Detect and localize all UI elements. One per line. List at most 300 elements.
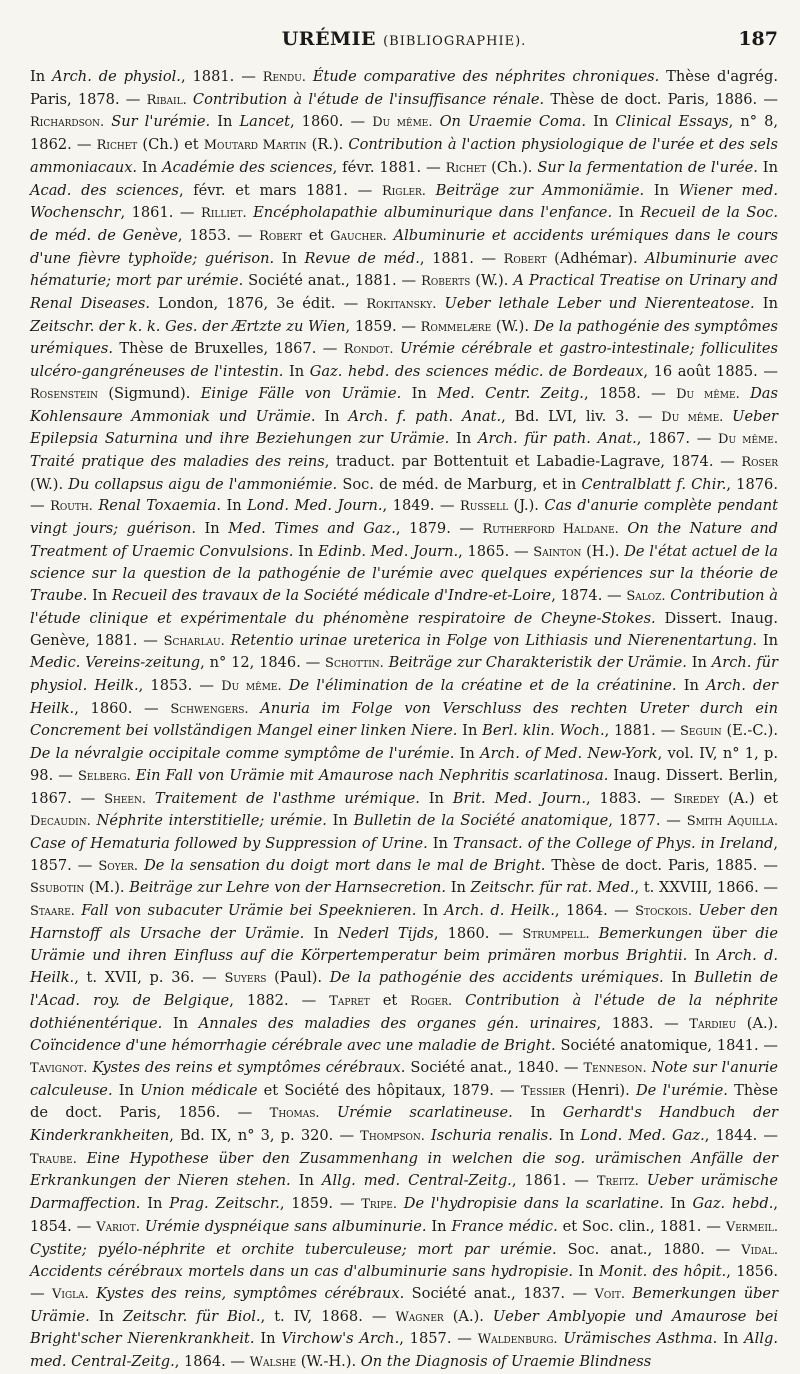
text-segment xyxy=(433,113,440,130)
title-segment: Prag. Zeitschr. xyxy=(169,1195,280,1213)
author-name: Richet xyxy=(96,138,138,154)
text-segment: , t. IV, 1868. — xyxy=(260,1307,396,1325)
author-name: Selberg. xyxy=(77,768,131,784)
title-segment: Annales des maladies des organes gén. urinaires xyxy=(198,1014,597,1032)
title-segment: Urémie cérébrale et gastro-intestinale; folliculites ulcéro-gangréneuses de l'intestin. xyxy=(30,340,778,381)
text-segment: , 1883. — xyxy=(586,789,674,807)
text-segment: et Soc. clin., 1881. — xyxy=(557,1217,726,1235)
author-name: Tenneson. xyxy=(583,1060,647,1076)
text-segment: In xyxy=(676,676,707,694)
text-segment: In xyxy=(326,812,354,830)
title-segment: De l'hydropisie dans la scarlatine. xyxy=(403,1195,664,1213)
title-segment: Ueber lethale Leber und Nierenteatose. xyxy=(444,295,755,313)
text-segment: , 1881. — xyxy=(419,249,504,267)
author-name: Rigler. xyxy=(381,183,426,199)
author-name: Ssubotin xyxy=(30,881,85,897)
text-segment: Société anat., 1840. — xyxy=(405,1058,584,1076)
text-segment: In xyxy=(290,1172,322,1190)
text-segment: , 1860. — xyxy=(74,699,171,717)
title-segment: Renal Toxaemia. xyxy=(98,497,221,515)
title-segment: Académie des sciences xyxy=(162,158,333,176)
author-name: Rosenstein xyxy=(30,386,98,402)
author-name: Du même. xyxy=(718,432,778,448)
text-segment: (Henri). xyxy=(565,1081,636,1099)
title-segment: Case of Hematuria followed by Suppression of Urine. xyxy=(30,834,428,852)
title-segment: Transact. of the College of Phys. in Ireland xyxy=(453,834,774,852)
text-segment: (A.). xyxy=(736,1014,778,1032)
author-name: Roser xyxy=(741,454,778,470)
title-segment: Zeitschr. der k. k. Ges. der Ærtzte zu Wien xyxy=(30,317,346,335)
text-segment: , 1860. — xyxy=(289,113,373,131)
text-segment: , 1882. — xyxy=(229,991,330,1009)
author-name: Tardieu xyxy=(689,1016,737,1032)
text-segment xyxy=(740,385,750,402)
text-segment: , n° 8, 1862. — xyxy=(30,113,779,154)
author-name: Rommelære xyxy=(420,319,492,335)
title-segment: Lond. Med. Gaz. xyxy=(580,1127,705,1145)
author-name: Suyers xyxy=(224,971,267,987)
title-segment: Nederl Tijds xyxy=(337,924,434,942)
title-segment: Arch. of Med. New-York xyxy=(480,745,658,763)
text-segment xyxy=(249,700,261,717)
title-segment: Du collapsus aigu de l'ammoniémie. xyxy=(68,475,338,493)
text-segment: In xyxy=(686,654,712,672)
text-segment: (Sigmund). xyxy=(97,384,201,402)
text-segment: In xyxy=(419,789,453,807)
title-segment: Bulletin de la Société anatomique xyxy=(353,812,609,830)
title-segment: Gaz. hebd. xyxy=(692,1195,774,1213)
text-segment: In xyxy=(220,497,248,515)
text-segment: In xyxy=(283,363,310,381)
title-segment: Kystes des reins, symptômes cérébraux. xyxy=(96,1284,405,1302)
author-name: Smith Aquilla. xyxy=(686,814,778,830)
text-segment: , 1857. — xyxy=(399,1330,478,1348)
title-segment: Albuminurie et accidents urémiques dans le cours d'une fièvre typhoïde; guérison. xyxy=(30,226,778,267)
title-segment: Ueber den Harnstoff als Ursache der Urämie. xyxy=(30,902,779,942)
title-segment: Clinical Essays xyxy=(615,113,729,131)
title-segment: Arch. für physiol. Heilk. xyxy=(30,654,778,694)
text-segment: , t. XXVIII, 1866. — xyxy=(634,879,778,897)
title-segment: Edinb. Med. Journ. xyxy=(318,542,459,560)
text-segment: In xyxy=(426,1217,452,1235)
title-segment: Arch. d. Heilk. xyxy=(30,947,778,987)
title-segment: Ueber Amblyopie und Amaurose bei Bright'scher Nierenkrankheit. xyxy=(30,1307,778,1348)
title-segment: Wiener med. Wochenschr xyxy=(30,181,778,222)
title-segment: Gerhardt's Handbuch der Kinderkrankheiten xyxy=(30,1104,778,1145)
running-header xyxy=(30,28,778,58)
text-segment: In xyxy=(112,1081,141,1099)
text-segment: (Paul). xyxy=(266,969,330,987)
title-segment: Urämisches Asthma. xyxy=(563,1330,718,1348)
title-segment: Ischuria renalis. xyxy=(431,1127,553,1145)
text-segment: , 1881. — xyxy=(180,68,263,85)
text-segment: , 1861. — xyxy=(511,1172,597,1190)
author-name: Du même. xyxy=(372,115,433,131)
text-segment: , févr. 1881. — xyxy=(332,158,446,176)
title-segment: Urémie dyspnéique sans albuminurie. xyxy=(144,1217,427,1235)
text-segment: In xyxy=(457,722,483,740)
title-segment: Encépholapathie albuminurique dans l'enfance. xyxy=(253,204,613,222)
author-name: Scharlau. xyxy=(163,633,225,649)
title-segment: Retentio urinae ureterica in Folge von Lithiasis und Nierenentartung. xyxy=(230,631,758,649)
author-name: Tavignot. xyxy=(30,1060,88,1076)
text-segment: et xyxy=(302,226,331,244)
text-segment: In xyxy=(427,834,453,852)
text-segment: , 1859. — xyxy=(279,1195,362,1213)
text-segment: In xyxy=(196,520,229,538)
title-segment: Bemerkungen über Urämie. xyxy=(30,1284,779,1325)
title-segment: Bulletin de l'Acad. roy. de Belgique xyxy=(30,969,778,1009)
text-segment: (Ch.). xyxy=(486,158,538,176)
title-segment: Ueber Epilepsia Saturnina und ihre Beziehungen zur Urämie. xyxy=(30,407,779,448)
title-segment: Étude comparative des néphrites chroniques. xyxy=(312,68,660,85)
text-segment: In xyxy=(401,384,438,402)
text-segment: , 1874. — xyxy=(551,587,627,605)
title-segment: Urémie scarlatineuse. xyxy=(336,1104,513,1122)
text-segment xyxy=(590,925,599,942)
author-name: Rutherford Haldane. xyxy=(482,522,619,538)
text-segment: , 1879. — xyxy=(395,520,483,538)
author-name: Saloz. xyxy=(626,589,666,605)
text-segment: , 1858. — xyxy=(583,384,677,402)
text-segment: (J.). xyxy=(508,497,545,515)
text-segment: In xyxy=(717,1330,745,1348)
text-segment: (W.). xyxy=(470,272,514,290)
title-segment: Kystes des reins et symptômes cérébraux. xyxy=(92,1058,406,1076)
title-segment: Sur l'urémie. xyxy=(111,113,211,131)
author-name: Strumpell. xyxy=(522,926,590,942)
author-name: Rilliet. xyxy=(201,206,247,222)
text-segment: , 1859. — xyxy=(345,317,421,335)
title-segment: A Practical Treatise on Urinary and Renal Diseases. xyxy=(30,272,779,313)
text-segment: Inaug. Dissert. Berlin, 1867. — xyxy=(30,766,778,807)
text-segment: , 1864. — xyxy=(174,1353,250,1371)
title-segment: Recueil de la Soc. de méd. de Genève xyxy=(30,204,778,244)
title-segment: Lond. Med. Journ. xyxy=(247,497,383,515)
text-segment: (W.). xyxy=(491,317,534,335)
title-segment: Monit. des hôpit. xyxy=(598,1263,727,1281)
text-segment: Thèse d'agrég. Paris, 1878. — xyxy=(30,68,778,108)
text-segment: , Bd. IX, n° 3, p. 320. — xyxy=(169,1127,361,1145)
text-segment: (A.). xyxy=(443,1307,493,1325)
author-name: Stockois. xyxy=(635,904,692,920)
title-segment: Cystite; pyélo-néphrite et orchite tuberculeuse; mort par urémie. xyxy=(30,1240,557,1258)
text-segment: , t. XVII, p. 36. — xyxy=(74,969,225,987)
text-segment: , 16 août 1885. — xyxy=(643,363,778,381)
author-name: Richardson. xyxy=(30,115,105,131)
text-segment: (R.). xyxy=(306,136,349,154)
text-segment: In xyxy=(757,631,779,649)
title-segment: Arch. d. Heilk. xyxy=(444,902,555,920)
title-segment: Traitement de l'asthme urémique. xyxy=(154,789,420,807)
title-segment: Beiträge zur Charakteristik der Urämie. xyxy=(388,654,687,672)
title-segment: Arch. de physiol. xyxy=(52,68,181,85)
author-name: Robert xyxy=(259,228,303,244)
title-segment: Traité pratique des maladies des reins xyxy=(30,452,325,470)
author-name: Thompson. xyxy=(360,1129,425,1145)
text-segment: et Société des hôpitaux, 1879. — xyxy=(257,1081,521,1099)
title-segment: Berl. klin. Woch. xyxy=(482,722,605,740)
author-name: Thomas. xyxy=(269,1106,320,1122)
author-name: Tripe. xyxy=(361,1197,397,1213)
title-segment: Lancet xyxy=(239,113,290,131)
text-segment: (E.-C.). xyxy=(721,722,778,740)
text-segment: (Ch.) et xyxy=(137,136,204,154)
title-segment: De la névralgie occipitale comme symptôme de l'urémie. xyxy=(30,745,455,763)
title-segment: Revue de méd. xyxy=(304,249,420,267)
author-name: Richet xyxy=(445,160,487,176)
running-title-main: URÉMIE xyxy=(281,28,376,50)
title-segment: Das Kohlensaure Ammoniak und Urämie. xyxy=(30,384,778,425)
author-name: Sheen. xyxy=(104,791,147,807)
author-name: Walshe xyxy=(249,1355,297,1371)
author-name: Decaudin. xyxy=(30,814,91,830)
text-segment: (W.-H.). xyxy=(296,1353,361,1371)
author-name: Roger. xyxy=(410,993,453,1009)
text-segment: Soc. de méd. de Marburg, et in xyxy=(337,475,582,493)
text-segment: In xyxy=(137,158,163,176)
title-segment: Contribution à l'étude de l'insuffisance rénale. xyxy=(192,90,545,108)
running-title xyxy=(30,28,778,50)
text-segment: In xyxy=(573,1263,599,1281)
author-name: Du même. xyxy=(661,409,724,425)
text-segment: In xyxy=(304,924,338,942)
title-segment: Med. Centr. Zeitg. xyxy=(437,384,584,402)
text-segment: In xyxy=(449,430,478,448)
text-segment: In xyxy=(644,181,679,199)
title-segment: Accidents cérébraux mortels dans un cas d'albuminurie sans hydropisie. xyxy=(30,1263,574,1281)
text-segment: In xyxy=(30,68,53,85)
text-segment: , 1853. — xyxy=(177,226,260,244)
text-segment xyxy=(436,295,444,312)
title-segment: Anuria im Folge von Verschluss des rechten Ureter durch ein Concrement bei vollständigen Mangel einer linken Niere. xyxy=(30,699,779,740)
author-name: Sainton xyxy=(533,544,582,560)
text-segment: , 1856. — xyxy=(30,1263,778,1302)
author-name: Ribail. xyxy=(146,92,187,108)
text-segment: In xyxy=(757,158,778,176)
author-name: Russell xyxy=(460,499,509,515)
text-segment: , 1849. — xyxy=(382,497,460,515)
title-segment: Fall von subacuter Urämie bei Speeknieren. xyxy=(81,902,417,920)
title-segment: Note sur l'anurie calculeuse. xyxy=(30,1058,778,1099)
text-segment: , 1864. — xyxy=(554,902,636,920)
text-segment: (W.). xyxy=(30,475,69,493)
text-segment: In xyxy=(663,1195,693,1213)
author-name: Robert xyxy=(503,251,547,267)
author-name: Routh. xyxy=(50,499,93,515)
text-segment: In xyxy=(512,1104,563,1122)
text-segment: , 1883. — xyxy=(596,1014,690,1032)
title-segment: Albuminurie avec hématurie; mort par urémie. xyxy=(30,249,778,290)
text-segment: , 1854. — xyxy=(30,1195,778,1235)
author-name: Traube. xyxy=(30,1151,77,1167)
title-segment: Gaz. hebd. des sciences médic. de Bordeaux xyxy=(309,363,644,381)
title-segment: Ein Fall von Urämie mit Amaurose nach Nephritis scarlatinosa. xyxy=(135,766,609,784)
text-segment: In xyxy=(586,113,616,131)
text-segment: In xyxy=(140,1195,170,1213)
text-segment: , traduct. par Bottentuit et Labadie-Lagrave, 1874. — xyxy=(324,452,742,470)
title-segment: Med. Times and Gaz. xyxy=(228,520,396,538)
text-segment xyxy=(320,1104,337,1121)
author-name: Du même. xyxy=(221,678,282,694)
title-segment: Brit. Med. Journ. xyxy=(452,789,587,807)
author-name: Tessier xyxy=(520,1083,566,1099)
text-segment: Thèse de doct. Paris, 1885. — xyxy=(545,856,778,874)
title-segment: Sur la fermentation de l'urée. xyxy=(537,158,758,176)
title-segment: Eine Hypothese über den Zusammenhang in welchen die sog. urämischen Anfälle der Erkrankungen der Nieren stehen. xyxy=(30,1149,778,1190)
title-segment: De l'état actuel de la science sur la question de la pathogénie de l'urémie avec quelques expériences sur la théorie de Traube. xyxy=(30,542,778,605)
title-segment: Allg. med. Central-Zeitg. xyxy=(321,1172,512,1190)
text-segment: Thèse de doct. Paris, 1886. — xyxy=(544,90,778,108)
text-segment: In xyxy=(254,1330,282,1348)
page xyxy=(30,28,778,1374)
text-segment: (M.). xyxy=(84,879,130,897)
text-segment: In xyxy=(315,407,349,425)
text-segment xyxy=(452,992,465,1009)
text-segment: London, 1876, 3e édit. — xyxy=(149,295,367,313)
text-segment: et xyxy=(369,991,411,1009)
title-segment: Contribution à l'étude clinique et expérimentale du phénomène respiratoire de Cheyne-Stokes. xyxy=(30,587,778,627)
title-segment: Beiträge zur Lehre von der Harnsecretion. xyxy=(129,879,447,897)
text-segment xyxy=(426,182,436,199)
text-segment: In xyxy=(162,1014,199,1032)
author-name: Siredey xyxy=(673,791,720,807)
title-segment: De la pathogénie des accidents urémiques. xyxy=(329,969,664,987)
text-segment: , 1865. — xyxy=(458,542,534,560)
page-number: 187 xyxy=(738,28,778,50)
text-segment: In xyxy=(89,1307,123,1325)
author-name: Rondot. xyxy=(343,342,394,358)
title-segment: Zeitschr. für Biol. xyxy=(122,1307,261,1325)
text-segment: In xyxy=(552,1127,581,1145)
title-segment: Zeitschr. für rat. Med. xyxy=(470,879,635,897)
text-segment: Société anatomique, 1841. — xyxy=(555,1037,778,1055)
title-segment: On the Nature and Treatment of Uraemic Convulsions. xyxy=(30,520,778,560)
text-segment: Dissert. Inaug. Genève, 1881. — xyxy=(30,609,778,649)
title-segment: Ueber urämische Darmaffection. xyxy=(30,1172,779,1213)
text-segment: In xyxy=(87,587,113,605)
text-segment: , 1881. — xyxy=(604,722,680,740)
title-segment: De la sensation du doigt mort dans le mal de Bright. xyxy=(144,856,546,874)
author-name: Treitz. xyxy=(596,1174,639,1190)
text-segment: , 1860. — xyxy=(433,924,523,942)
text-segment: , vol. IV, n° 1, p. 98. — xyxy=(30,745,778,784)
author-name: Voit. xyxy=(594,1286,625,1302)
title-segment: Recueil des travaux de la Société médicale d'Indre-et-Loire xyxy=(112,587,552,605)
author-name: Soyer. xyxy=(98,858,139,874)
text-segment: , 1857. — xyxy=(30,834,778,874)
text-segment: (H.). xyxy=(581,542,625,560)
text-segment: Thèse de doct. Paris, 1856. — xyxy=(30,1081,778,1122)
text-segment: In xyxy=(210,113,240,131)
title-segment: Coïncidence d'une hémorrhagie cérébrale avec une maladie de Bright. xyxy=(30,1037,556,1055)
text-segment: , 1844. — xyxy=(704,1127,779,1145)
text-segment: In xyxy=(663,969,695,987)
title-segment: Bemerkungen über die Urämie und ihren Einfluss auf die Körpertemperatur beim primären morbus Brightii. xyxy=(30,924,778,965)
title-segment: Union médicale xyxy=(140,1081,258,1099)
title-segment: On the Diagnosis of Uraemie Blindness xyxy=(360,1353,652,1371)
title-segment: Néphrite interstitielle; urémie. xyxy=(96,812,327,830)
text-segment: (Adhémar). xyxy=(546,249,646,267)
text-segment: In xyxy=(454,745,481,763)
author-name: Wagner xyxy=(395,1309,444,1325)
author-name: Rokitansky. xyxy=(366,297,437,313)
text-segment: , 1853. — xyxy=(138,676,222,694)
title-segment: Allg. med. Central-Zeitg. xyxy=(30,1330,778,1371)
text-segment: , Bd. LVI, liv. 3. — xyxy=(501,407,662,425)
title-segment: Centralblatt f. Chir. xyxy=(581,475,727,493)
text-segment xyxy=(306,68,313,85)
text-segment: In xyxy=(274,249,305,267)
text-segment: In xyxy=(754,295,778,313)
title-segment: France médic. xyxy=(451,1217,558,1235)
author-name: Waldenburg. xyxy=(477,1332,558,1348)
running-title-sub: (BIBLIOGRAPHIE). xyxy=(383,34,527,49)
author-name: Schwengers. xyxy=(170,701,249,717)
text-segment xyxy=(387,227,394,244)
author-name: Seguin xyxy=(679,724,722,740)
text-segment xyxy=(282,677,289,694)
title-segment: Medic. Vereins-zeitung xyxy=(30,654,201,672)
text-segment: In xyxy=(687,947,718,965)
title-segment: Arch. f. path. Anat. xyxy=(348,407,502,425)
bibliography-text xyxy=(30,66,778,1374)
text-segment: , n° 12, 1846. — xyxy=(200,654,326,672)
text-segment: , févr. et mars 1881. — xyxy=(178,181,382,199)
author-name: Du même. xyxy=(676,386,740,402)
title-segment: Einige Fälle von Urämie. xyxy=(200,384,402,402)
title-segment: Beiträge zur Ammoniämie. xyxy=(435,181,645,199)
title-segment: Contribution à l'action physiologique de l'urée et des sels ammoniacaux. xyxy=(30,136,779,176)
author-name: Schottin. xyxy=(325,656,384,672)
text-segment: In xyxy=(446,879,471,897)
text-segment xyxy=(397,1195,404,1212)
author-name: Roberts xyxy=(421,274,471,290)
title-segment: De la pathogénie des symptômes urémiques. xyxy=(30,317,778,358)
text-segment: In xyxy=(612,204,641,222)
text-segment: Société anat., 1837. — xyxy=(404,1284,595,1302)
author-name: Moutard Martin xyxy=(203,138,307,154)
title-segment: Contribution à l'étude de la néphrite dothiénentérique. xyxy=(30,991,779,1032)
text-segment xyxy=(146,790,155,807)
text-segment: , 1867. — xyxy=(636,430,719,448)
author-name: Tapret xyxy=(329,993,370,1009)
text-segment xyxy=(639,1172,647,1189)
title-segment: Acad. des sciences xyxy=(30,181,179,199)
text-segment: , 1877. — xyxy=(608,812,687,830)
title-segment: Cas d'anurie complète pendant vingt jours; guérison. xyxy=(30,497,778,538)
author-name: Vigla. xyxy=(52,1286,89,1302)
author-name: Staare. xyxy=(30,904,75,920)
text-segment: Société anat., 1881. — xyxy=(243,272,422,290)
title-segment: On Uraemie Coma. xyxy=(439,113,587,131)
title-segment: De l'urémie. xyxy=(635,1081,728,1099)
text-segment: , 1876. — xyxy=(30,475,778,515)
text-segment: In xyxy=(293,542,319,560)
text-segment: Soc. anat., 1880. — xyxy=(556,1240,742,1258)
text-segment xyxy=(723,408,732,425)
author-name: Rendu. xyxy=(262,70,306,85)
author-name: Gaucher. xyxy=(330,228,387,244)
text-segment: (A.) et xyxy=(719,789,778,807)
title-segment: De l'élimination de la créatine et de la créatinine. xyxy=(288,676,677,694)
text-segment: In xyxy=(416,902,445,920)
author-name: Vermeil. xyxy=(725,1219,778,1235)
title-segment: Arch. der Heilk. xyxy=(30,676,778,717)
text-segment: Thèse de Bruxelles, 1867. — xyxy=(113,340,344,358)
author-name: Variot. xyxy=(96,1219,140,1235)
title-segment: Virchow's Arch. xyxy=(281,1330,400,1348)
